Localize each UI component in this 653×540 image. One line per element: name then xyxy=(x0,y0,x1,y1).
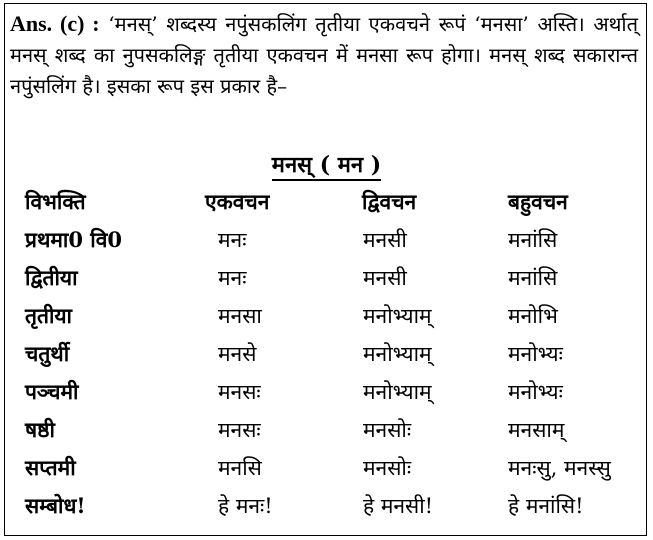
plural-form: हे मनांसि! xyxy=(508,494,584,518)
answer-text: ‘मनस्’ शब्दस्य नपुंसकलिंग तृतीया एकवचने रूपं ‘मनसा’ अस्ति। अर्थात् मनस् शब्द का नुपसकलिङ्ग तृतीया एकवचन में मनसा रूप होगा। मनस् शब्द सकारान्त नपुंसलिंग है। इसका रूप इस प्रकार है– xyxy=(10,12,638,98)
plural-form: मनोभ्यः xyxy=(508,380,563,404)
header-singular: एकवचन xyxy=(205,189,270,214)
table-row xyxy=(0,414,653,450)
table-row xyxy=(0,338,653,374)
singular-form: हे मनः! xyxy=(218,494,273,518)
singular-form: मनसि xyxy=(218,456,262,480)
case-name: षष्ठी xyxy=(25,417,55,442)
plural-form: मनांसि xyxy=(508,228,558,252)
plural-form: मनोभ्यः xyxy=(508,342,563,366)
singular-form: मनः xyxy=(218,228,247,252)
dual-form: मनसोः xyxy=(363,456,412,480)
answer-label: Ans. (c) : xyxy=(10,11,100,36)
dual-form: मनसोः xyxy=(363,418,412,442)
table-header-row xyxy=(0,186,653,222)
plural-form: मनांसि xyxy=(508,266,558,290)
dual-form: हे मनसी! xyxy=(363,494,434,518)
header-plural: बहुवचन xyxy=(508,189,568,214)
case-name: सप्तमी xyxy=(25,455,76,480)
dual-form: मनोभ्याम् xyxy=(363,380,432,404)
plural-form: मनःसु, मनस्सु xyxy=(508,456,611,480)
case-name: पञ्चमी xyxy=(25,379,79,404)
singular-form: मनः xyxy=(218,266,247,290)
dual-form: मनसी xyxy=(363,228,407,252)
case-name: सम्बोध! xyxy=(25,493,86,518)
dual-form: मनोभ्याम् xyxy=(363,304,432,328)
table-row xyxy=(0,262,653,298)
header-dual: द्विवचन xyxy=(362,189,417,214)
table-row xyxy=(0,490,653,526)
table-row xyxy=(0,300,653,336)
table-row xyxy=(0,376,653,412)
singular-form: मनसा xyxy=(218,304,262,328)
table-row xyxy=(0,224,653,260)
case-name: प्रथमा0 वि0 xyxy=(25,227,123,252)
table-row xyxy=(0,452,653,488)
declension-title-text: मनस् ( मन ) xyxy=(272,152,381,181)
case-name: चतुर्थी xyxy=(25,341,70,366)
case-name: तृतीया xyxy=(25,303,72,328)
dual-form: मनसी xyxy=(363,266,407,290)
plural-form: मनोभि xyxy=(508,304,558,328)
singular-form: मनसे xyxy=(218,342,257,366)
declension-title xyxy=(0,149,653,179)
header-case: विभक्ति xyxy=(25,189,86,214)
singular-form: मनसः xyxy=(218,380,261,404)
case-name: द्वितीया xyxy=(25,265,78,290)
singular-form: मनसः xyxy=(218,418,261,442)
dual-form: मनोभ्याम् xyxy=(363,342,432,366)
plural-form: मनसाम् xyxy=(508,418,565,442)
answer-paragraph xyxy=(10,8,638,102)
